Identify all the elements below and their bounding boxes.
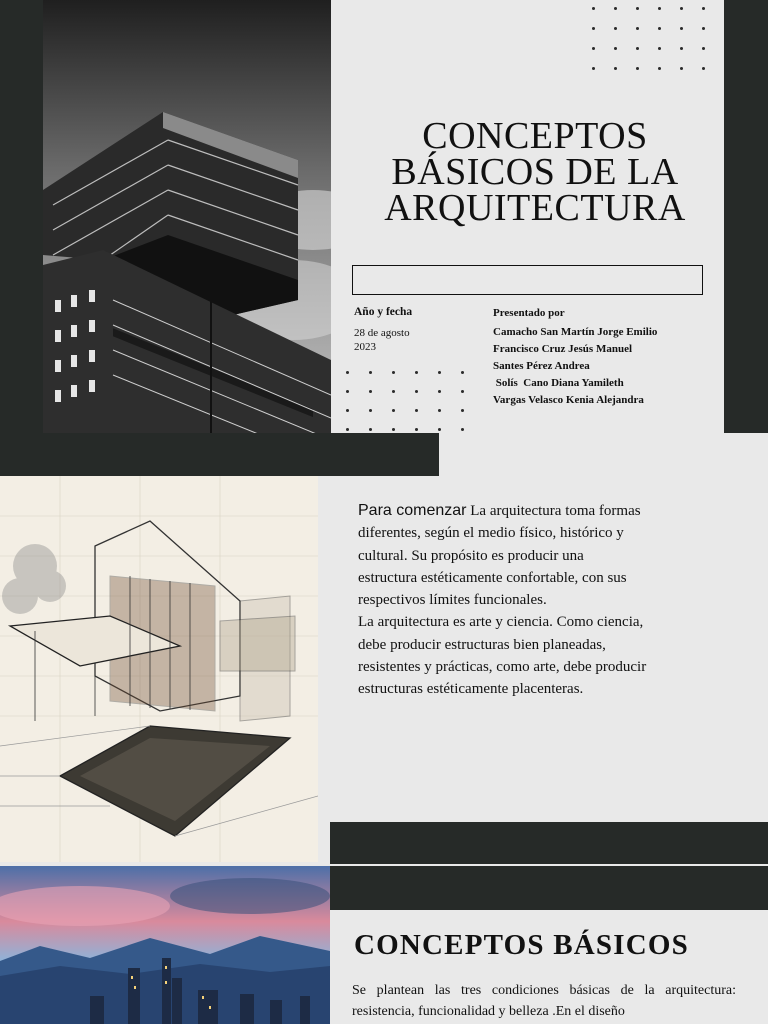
left-dark-band: [0, 0, 43, 433]
intro-line: respectivos límites funcionales.: [358, 592, 547, 609]
presented-label: Presentado por: [493, 307, 565, 319]
author-name: Francisco Cruz Jesús Manuel: [493, 343, 633, 355]
lower-dark-bar-2: [330, 866, 768, 910]
intro-line: debe producir estructuras bien planeadas,: [358, 636, 606, 653]
intro-line: cultural. Su propósito es producir una: [358, 547, 584, 564]
author-list: [493, 324, 657, 409]
intro-label: Para comenzar: [358, 502, 467, 519]
author-name: Camacho San Martín Jorge Emilio: [493, 326, 658, 338]
section-paragraph: Se plantean las tres condiciones básicas de la arquitectura: resistencia, funcionalidad y belleza .En el diseño: [352, 983, 736, 1019]
intro-line: diferentes, según el medio físico, histórico y: [358, 525, 624, 542]
date-year: 2023: [354, 341, 376, 353]
city-skyline-image: [0, 866, 330, 1024]
decorative-dots-bottom: [346, 371, 484, 447]
intro-line: resistentes y prácticas, como arte, debe producir: [358, 659, 647, 676]
intro-paragraph: [358, 500, 698, 701]
decorative-dots-top: [592, 7, 724, 87]
section-heading: CONCEPTOS BÁSICOS: [354, 929, 689, 961]
author-name: Solís Cano Diana Yamileth: [493, 377, 624, 389]
intro-text: La arquitectura toma formas: [466, 503, 641, 519]
intro-line: estructuras estéticamente placenteras.: [358, 681, 584, 698]
intro-line-1: [358, 500, 698, 522]
title-underline-box: [352, 265, 703, 295]
date-day: 28 de agosto: [354, 327, 410, 339]
author-name: Vargas Velasco Kenia Alejandra: [493, 394, 644, 406]
author-name: Santes Pérez Andrea: [493, 360, 590, 372]
intro-line: La arquitectura es arte y ciencia. Como ciencia,: [358, 614, 644, 631]
building-photo: [43, 0, 331, 433]
intro-line: estructura estéticamente confortable, con sus: [358, 569, 627, 586]
architecture-sketch-image: [0, 476, 318, 862]
lower-dark-bar: [330, 822, 768, 864]
date-label: Año y fecha: [354, 306, 413, 318]
document-title: CONCEPTOS BÁSICOS DE LA ARQUITECTURA: [384, 115, 686, 229]
right-dark-band: [724, 0, 768, 433]
